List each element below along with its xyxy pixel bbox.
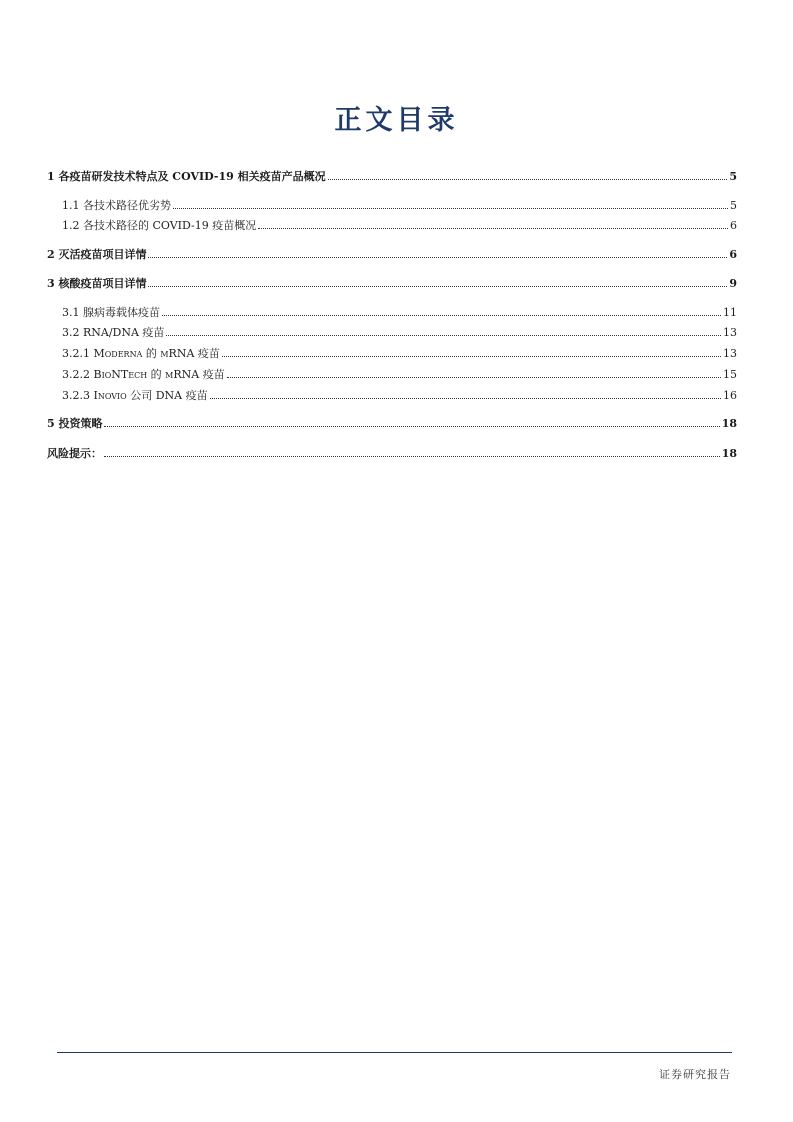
toc-entry[interactable] (47, 277, 737, 291)
toc-entry-page: 6 (729, 248, 737, 261)
toc-entry-page: 9 (729, 277, 737, 290)
toc-leader-dots (222, 347, 721, 357)
toc-entry-label: 1.2 各技术路径的 COVID-19 疫苗概况 (62, 219, 257, 232)
toc-entry[interactable] (47, 447, 737, 461)
toc-entry-label: 风险提示： (47, 447, 102, 460)
toc-entry-label: 1 各疫苗研发技术特点及 COVID-19 相关疫苗产品概况 (47, 170, 326, 183)
toc-entry-label: 3 核酸疫苗项目详情 (47, 277, 147, 290)
toc-entry-page: 13 (723, 347, 737, 360)
toc-entry-page: 13 (723, 326, 737, 339)
toc-entry[interactable] (47, 219, 737, 233)
toc-entry[interactable] (47, 199, 737, 213)
toc-entry-page: 16 (723, 389, 737, 402)
toc-entry-page: 18 (721, 447, 737, 460)
toc-entry-page: 6 (730, 219, 737, 232)
toc-entry-label: 3.2 RNA/DNA 疫苗 (62, 326, 165, 339)
toc-leader-dots (328, 170, 728, 180)
toc-entry-page: 18 (721, 417, 737, 430)
toc-entry[interactable] (47, 170, 737, 184)
toc-leader-dots (148, 248, 727, 258)
toc-leader-dots (148, 277, 727, 287)
toc-leader-dots (210, 389, 721, 399)
toc-leader-dots (227, 368, 721, 378)
toc-entry[interactable] (47, 417, 737, 431)
toc-leader-dots (173, 199, 728, 209)
footer-divider (57, 1052, 732, 1053)
toc-entry-page: 11 (723, 306, 737, 319)
toc-entry[interactable] (47, 368, 737, 382)
toc-entry-label: 5 投资策略 (47, 417, 103, 430)
toc-leader-dots (166, 326, 721, 336)
toc-entry-page: 5 (730, 199, 737, 212)
toc-entry-page: 15 (723, 368, 737, 381)
toc-entry-label: 1.1 各技术路径优劣势 (62, 199, 171, 212)
toc-leader-dots (258, 219, 728, 229)
toc-entry[interactable] (47, 389, 737, 403)
footer-label: 证券研究报告 (659, 1068, 731, 1081)
toc-entry[interactable] (47, 248, 737, 262)
toc-entry[interactable] (47, 326, 737, 340)
toc-leader-dots (104, 447, 720, 457)
toc-entry[interactable] (47, 306, 737, 320)
page-title: 正文目录 (334, 105, 459, 136)
toc-leader-dots (162, 306, 721, 316)
toc-entry-label: 3.2.1 Moderna 的 mRNA 疫苗 (62, 347, 220, 360)
toc-entry-label: 3.2.2 BioNTech 的 mRNA 疫苗 (62, 368, 225, 381)
toc-leader-dots (104, 417, 719, 427)
toc-entry[interactable] (47, 347, 737, 361)
toc-entry-page: 5 (729, 170, 737, 183)
toc-entry-label: 3.1 腺病毒载体疫苗 (62, 306, 160, 319)
toc-entry-label: 2 灭活疫苗项目详情 (47, 248, 147, 261)
toc-entry-label: 3.2.3 Inovio 公司 DNA 疫苗 (62, 389, 208, 402)
